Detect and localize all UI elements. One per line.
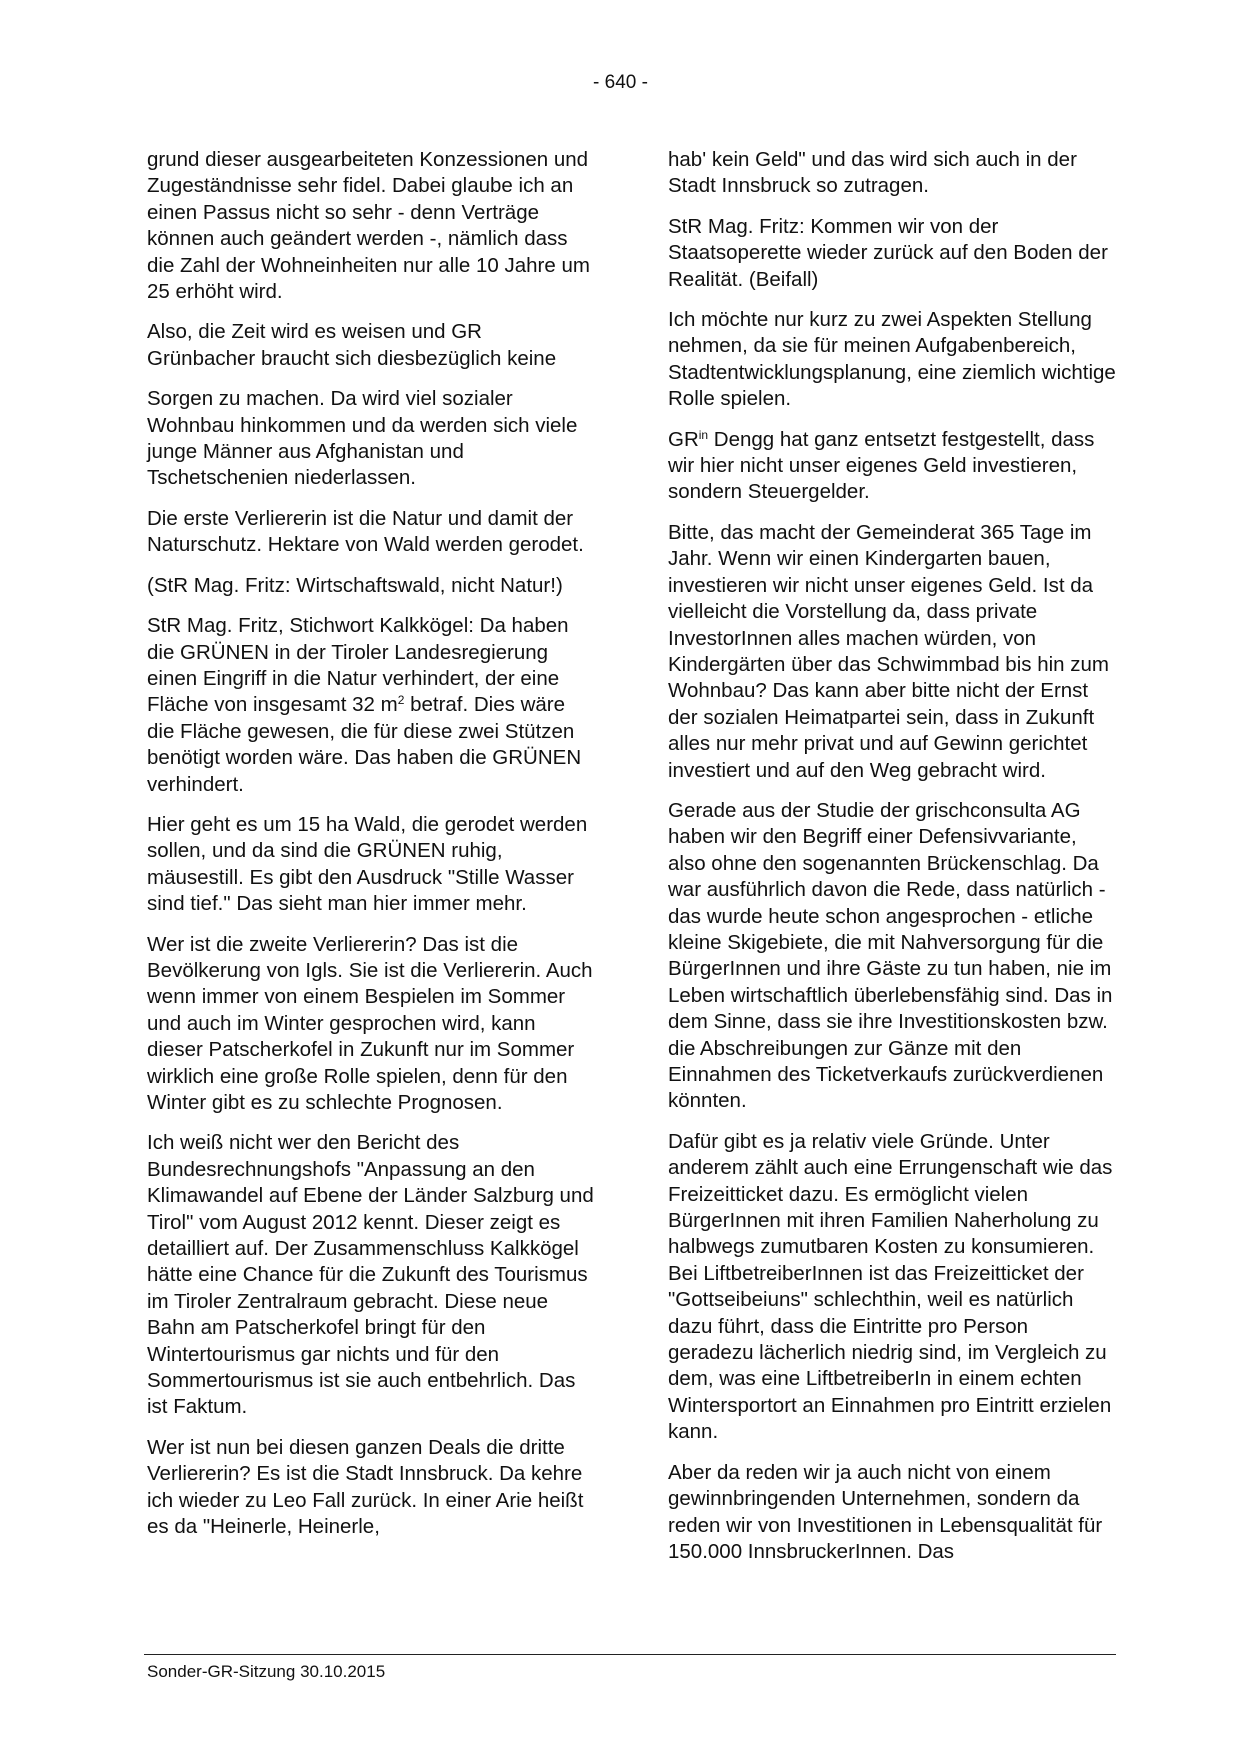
paragraph: Also, die Zeit wird es weisen und GR Grünbacher braucht sich diesbezüglich keine — [147, 320, 557, 370]
paragraph: Die erste Verliererin ist die Natur und damit der Naturschutz. Hektare von Wald werden gerodet. — [147, 506, 584, 557]
text-run: StR Mag. Fritz, Stichwort Kalkkögel: Da haben die GRÜNEN in der Tiroler Landesregierung einen Eingriff in die Natur verhindert, der eine Fläche von insgesamt 32 m — [147, 614, 569, 717]
paragraph — [147, 613, 595, 798]
right-column — [668, 147, 1116, 1579]
paragraph: Gerade aus der Studie der grischconsulta AG haben wir den Begriff einer Defensivvariante, also ohne den sogenannten Brückenschlag. Da war ausführlich davon die Rede, dass natürlich - das wurde heute schon angesprochen - etliche kleine Skigebiete, die mit Nahversorgung für die BürgerInnen und ihre Gäste zu tun haben, nie im Leben wirtschaftlich überlebensfähig sind. Das in dem Sinne, dass sie ihre Investitionskosten bzw. die Abschreibungen zur Gänze mit den Einnahmen des Ticketverkaufs zurückverdienen könnten. — [668, 798, 1113, 1113]
paragraph — [668, 427, 1116, 506]
paragraph: Dafür gibt es ja relativ viele Gründe. Unter anderem zählt auch eine Errungenschaft wie das Freizeitticket dazu. Es ermöglicht vielen BürgerInnen mit ihren Familien Naherholung zu halbwegs zumutbaren Kosten zu konsumieren. Bei LiftbetreiberInnen ist das Freizeitticket der "Gottseibeiuns" schlechthin, weil es natürlich dazu führt, dass die Eintritte pro Person geradezu lächerlich niedrig sind, im Vergleich zu dem, was eine LiftbetreiberIn in einem echten Wintersportort an Einnahmen pro Eintritt erzielen kann. — [668, 1129, 1113, 1444]
superscript: in — [698, 427, 709, 442]
interjection: (StR Mag. Fritz: Wirtschaftswald, nicht Natur!) — [147, 573, 563, 597]
paragraph: StR Mag. Fritz: Kommen wir von der Staatsoperette wieder zurück auf den Boden der Realität. (Beifall) — [668, 214, 1108, 291]
text-run: GR — [668, 427, 699, 451]
paragraph: grund dieser ausgearbeiteten Konzessionen und Zugeständnisse sehr fidel. Dabei glaube ich an einen Passus nicht so sehr - denn Verträge können auch geändert werden -, nämlich dass die Zahl der Wohneinheiten nur alle 10 Jahre um 25 erhöht wird. — [147, 148, 590, 304]
footer-session-label: Sonder-GR-Sitzung 30.10.2015 — [147, 1662, 386, 1681]
paragraph: Wer ist die zweite Verliererin? Das ist die Bevölkerung von Igls. Sie ist die Verliererin. Auch wenn immer von einem Bespielen im Sommer und auch im Winter gesprochen wird, kann dieser Patscherkofel in Zukunft nur im Sommer wirklich eine große Rolle spielen, denn für den Winter gibt es zu schlechte Prognosen. — [147, 932, 593, 1114]
paragraph: Ich möchte nur kurz zu zwei Aspekten Stellung nehmen, da sie für meinen Aufgabenbereich, Stadtentwicklungsplanung, eine ziemlich wichtige Rolle spielen. — [668, 308, 1116, 411]
paragraph: Ich weiß nicht wer den Bericht des Bundesrechnungshofs "Anpassung an den Klimawandel auf Ebene der Länder Salzburg und Tirol" vom August 2012 kennt. Dieser zeigt es detailliert auf. Der Zusammenschluss Kalkkögel hätte eine Chance für die Zukunft des Tourismus im Tiroler Zentralraum gebracht. Diese neue Bahn am Patscherkofel bringt für den Wintertourismus gar nichts und für den Sommertourismus ist sie auch entbehrlich. Das ist Faktum. — [147, 1131, 594, 1419]
footer-divider — [144, 1654, 1116, 1655]
superscript: 2 — [397, 693, 405, 708]
paragraph: hab' kein Geld" und das wird sich auch in der Stadt Innsbruck so zutragen. — [668, 148, 1077, 198]
paragraph: Hier geht es um 15 ha Wald, die gerodet werden sollen, und da sind die GRÜNEN ruhig, mäusestill. Es gibt den Ausdruck "Stille Wasser sind tief." Das sieht man hier immer mehr. — [147, 812, 588, 916]
left-column — [147, 147, 595, 1555]
paragraph: Aber da reden wir ja auch nicht von einem gewinnbringenden Unternehmen, sondern da reden wir von Investitionen in Lebensqualität für 150.000 InnsbruckerInnen. Das — [668, 1460, 1103, 1563]
text-run: betraf. Dies wäre die Fläche gewesen, die für diese zwei Stützen benötigt worden wäre. Das haben die GRÜNEN verhindert. — [147, 693, 582, 796]
text-run: Dengg hat ganz entsetzt festgestellt, dass wir hier nicht unser eigenes Geld investieren, sondern Steuergelder. — [668, 427, 1095, 504]
paragraph: Sorgen zu machen. Da wird viel sozialer Wohnbau hinkommen und da werden sich viele junge Männer aus Afghanistan und Tschetschenien niederlassen. — [147, 387, 578, 490]
page-number: - 640 - — [593, 72, 648, 93]
paragraph: Bitte, das macht der Gemeinderat 365 Tage im Jahr. Wenn wir einen Kindergarten bauen, investieren wir nicht unser eigenes Geld. Ist da vielleicht die Vorstellung da, dass private InvestorInnen alles machen würden, von Kindergärten über das Schwimmbad bis hin zum Wohnbau? Das kann aber bitte nicht der Ernst der sozialen Heimatpartei sein, dass in Zukunft alles nur mehr privat und auf Gewinn gerichtet investiert und auf den Weg gebracht wird. — [668, 520, 1109, 782]
paragraph: Wer ist nun bei diesen ganzen Deals die dritte Verliererin? Es ist die Stadt Innsbruck. Da kehre ich wieder zu Leo Fall zurück. In einer Arie heißt es da "Heinerle, Heinerle, — [147, 1435, 584, 1539]
